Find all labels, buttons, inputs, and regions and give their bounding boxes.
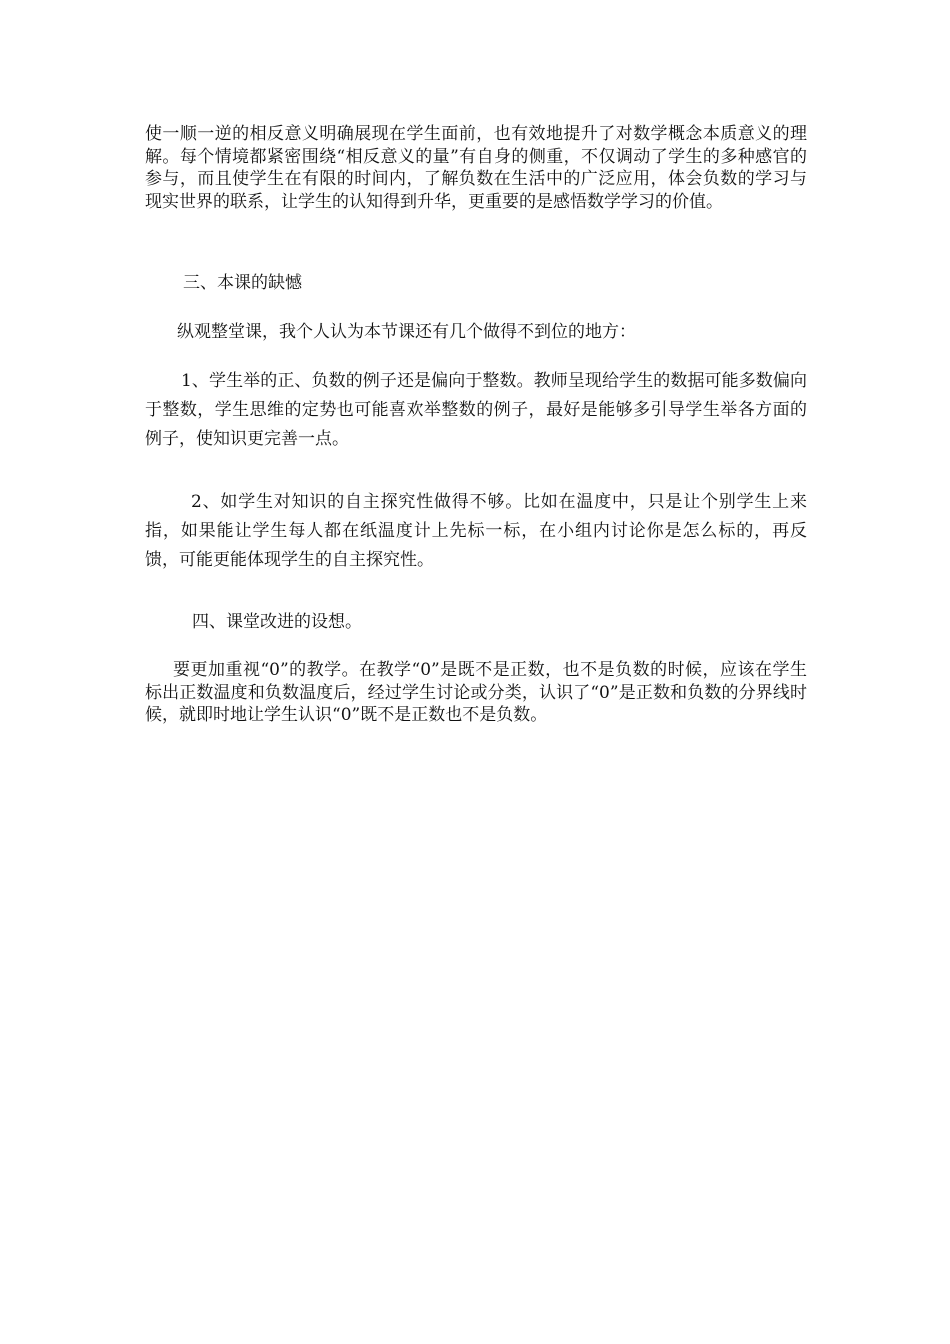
paragraph-point-1: 1、学生举的正、负数的例子还是偏向于整数。教师呈现给学生的数据可能多数偏向于整数，学生思维的定势也可能喜欢举整数的例子，最好是能够多引导学生举各方面的例子，使知识更完善一点。 <box>145 371 807 449</box>
section-heading-shortcomings: 三、本课的缺憾 <box>183 273 302 293</box>
paragraph-point-2: 2、如学生对知识的自主探究性做得不够。比如在温度中，只是让个别学生上来指，如果能让学生每人都在纸温度计上先标一标，在小组内讨论你是怎么标的，再反馈，可能更能体现学生的自主探究性。 <box>145 492 807 570</box>
paragraph-improvement: 要更加重视“0”的教学。在教学“0”是既不是正数，也不是负数的时候，应该在学生标出正数温度和负数温度后，经过学生讨论或分类，认识了“0”是正数和负数的分界线时候，就即时地让学生认识“0”既不是正数也不是负数。 <box>145 660 807 726</box>
paragraph-overview: 纵观整堂课，我个人认为本节课还有几个做得不到位的地方： <box>177 322 636 342</box>
paragraph-opening: 使一顺一逆的相反意义明确展现在学生面前，也有效地提升了对数学概念本质意义的理解。每个情境都紧密围绕“相反意义的量”有自身的侧重，不仅调动了学生的多种感官的参与，而且使学生在有限的时间内，了解负数在生活中的广泛应用，体会负数的学习与现实世界的联系，让学生的认知得到升华，更重要的是感悟数学学习的价值。 <box>145 124 807 212</box>
section-heading-improvements: 四、课堂改进的设想。 <box>192 612 362 632</box>
